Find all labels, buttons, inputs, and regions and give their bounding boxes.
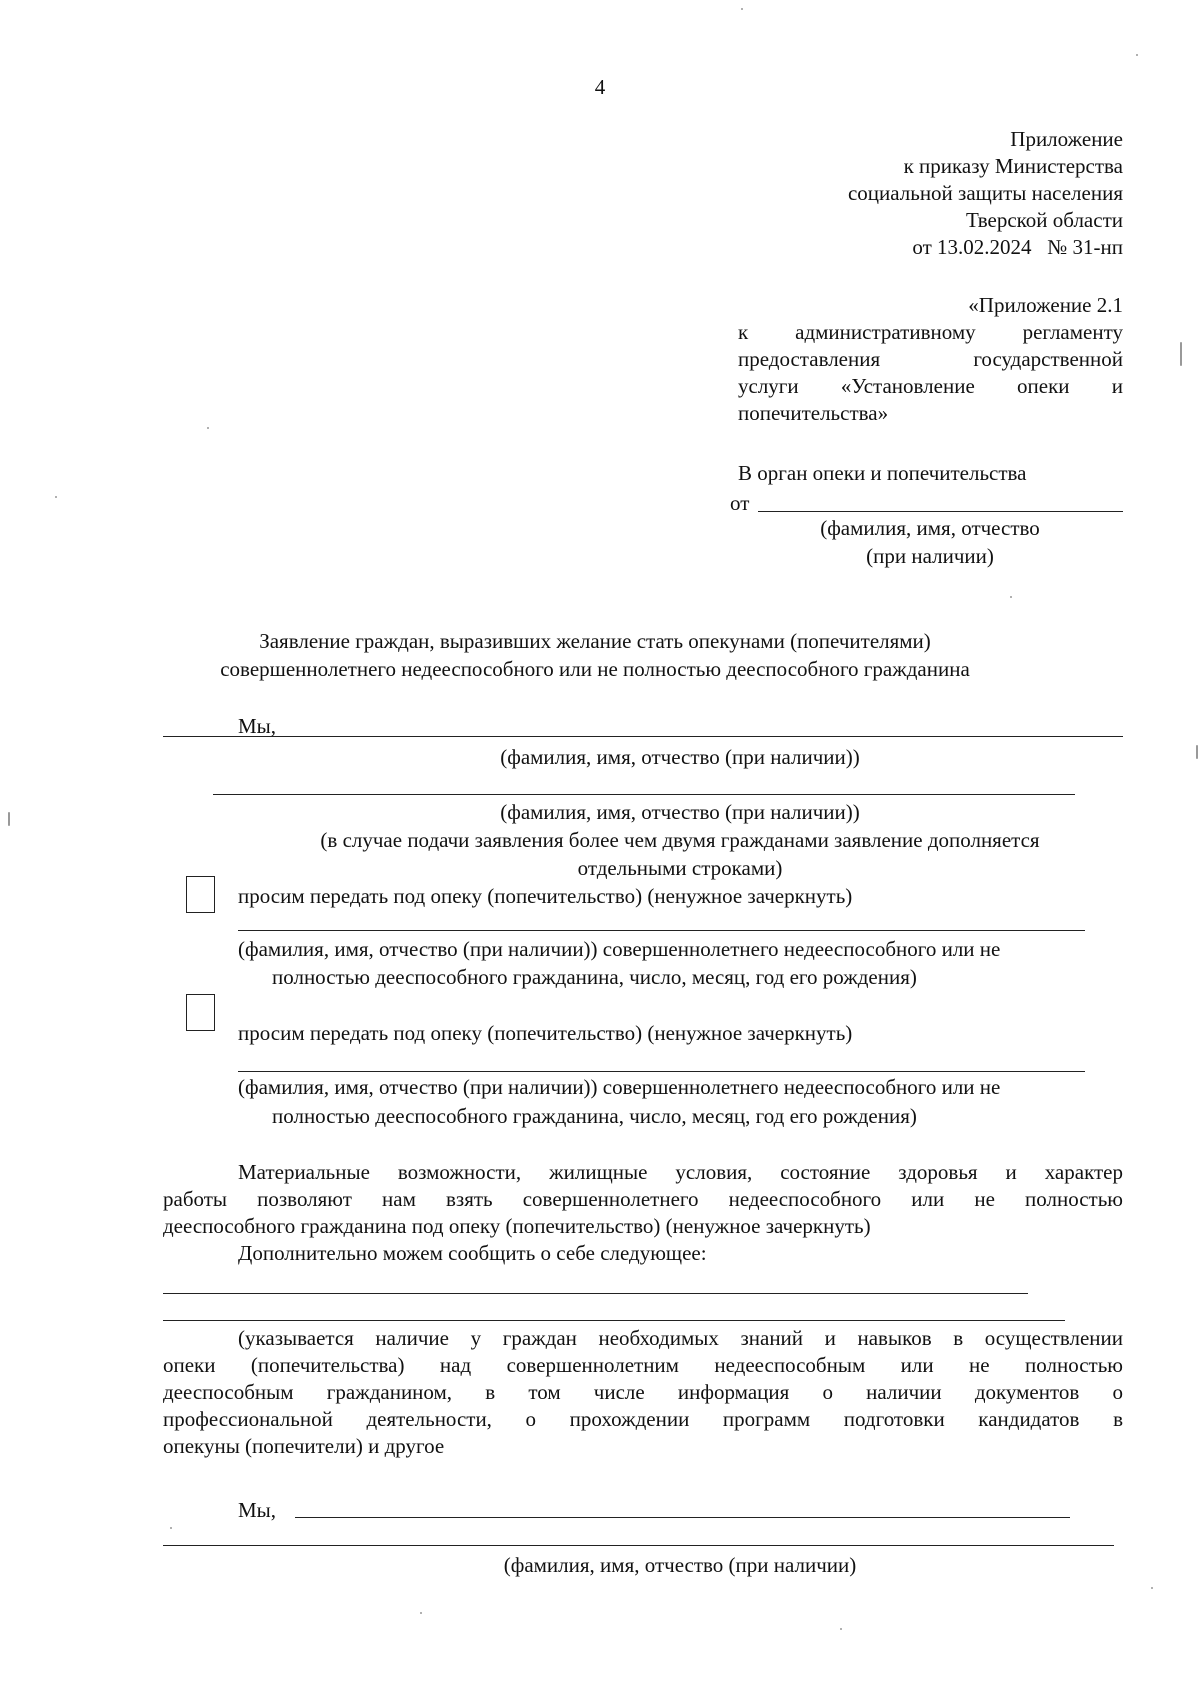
conditions-line: работы позволяют нам взять совершеннолетнего недееспособного или не полностью xyxy=(163,1187,1123,1211)
option2-ward-line[interactable] xyxy=(238,1071,1085,1072)
option2-hint: полностью дееспособного гражданина, число, месяц, год его рождения) xyxy=(272,1104,917,1128)
option1-ward-line[interactable] xyxy=(238,930,1085,931)
order-reference-line: Приложение xyxy=(1010,127,1123,151)
applicant-name-line[interactable] xyxy=(163,736,1123,737)
option1-checkbox[interactable] xyxy=(186,876,215,913)
option1-hint: (фамилия, имя, отчество (при наличии)) совершеннолетнего недееспособного или не xyxy=(238,937,1001,961)
scan-speck xyxy=(55,496,57,498)
scan-speck xyxy=(840,1628,842,1630)
conditions-line: дееспособного гражданина под опеку (попечительство) (ненужное зачеркнуть) xyxy=(163,1214,871,1238)
additional-info-line[interactable] xyxy=(163,1293,1028,1294)
appendix-reference xyxy=(738,292,1123,427)
page-number: 4 xyxy=(594,75,606,99)
info-hint-paragraph xyxy=(163,1325,1123,1460)
applicants-note: отдельными строками) xyxy=(577,856,783,880)
scan-speck xyxy=(170,1527,172,1529)
scan-speck xyxy=(420,1612,422,1614)
footer-applicant-line[interactable] xyxy=(295,1517,1070,1518)
order-reference xyxy=(700,126,1123,261)
option1-request: просим передать под опеку (попечительство) (ненужное зачеркнуть) xyxy=(238,884,853,908)
info-hint-line: опекуны (попечители) и другое xyxy=(163,1434,445,1458)
option1-hint: полностью дееспособного гражданина, число, месяц, год его рождения) xyxy=(272,965,917,989)
appendix-line: к административному регламенту xyxy=(738,320,1123,344)
applicants-note: (в случае подачи заявления более чем двумя гражданами заявление дополняется xyxy=(320,828,1040,852)
scan-speck xyxy=(8,812,10,826)
order-reference-line: Тверской области xyxy=(965,208,1123,232)
appendix-title: «Приложение 2.1 xyxy=(968,293,1123,317)
option2-request: просим передать под опеку (попечительство) (ненужное зачеркнуть) xyxy=(238,1021,853,1045)
footer-applicant-hint: (фамилия, имя, отчество (при наличии) xyxy=(503,1553,857,1577)
recipient-hint: (фамилия, имя, отчество xyxy=(820,516,1040,540)
conditions-paragraph xyxy=(163,1159,1123,1267)
recipient-to: В орган опеки и попечительства xyxy=(738,461,1027,485)
appendix-line: услуги «Установление опеки и xyxy=(738,374,1123,398)
applicant-name-line[interactable] xyxy=(213,794,1075,795)
info-hint-line: опеки (попечительства) над совершеннолетним недееспособным или не полностью xyxy=(163,1353,1123,1377)
scan-speck xyxy=(1151,1587,1153,1589)
info-hint-line: (указывается наличие у граждан необходимых знаний и навыков в осуществлении xyxy=(238,1326,1123,1350)
info-hint-line: профессиональной деятельности, о прохождении программ подготовки кандидатов в xyxy=(163,1407,1123,1431)
appendix-line: попечительства» xyxy=(738,401,889,425)
order-reference-line: социальной защиты населения xyxy=(847,181,1123,205)
footer-applicants-label: Мы, xyxy=(238,1498,277,1522)
option2-hint: (фамилия, имя, отчество (при наличии)) совершеннолетнего недееспособного или не xyxy=(238,1075,1001,1099)
scan-speck xyxy=(1136,54,1138,56)
scan-speck xyxy=(207,427,209,429)
info-hint-line: дееспособным гражданином, в том числе информация о наличии документов о xyxy=(163,1380,1123,1404)
footer-applicant-line[interactable] xyxy=(163,1545,1114,1546)
additional-info-line[interactable] xyxy=(163,1320,1065,1321)
recipient-hint: (при наличии) xyxy=(866,544,994,568)
recipient-from-label: от xyxy=(730,491,750,515)
scan-speck xyxy=(1180,342,1182,366)
scan-speck xyxy=(1010,596,1012,598)
document-title: Заявление граждан, выразивших желание стать опекунами (попечителями) xyxy=(259,629,931,653)
order-reference-line: к приказу Министерства xyxy=(903,154,1123,178)
order-reference-line: от 13.02.2024 № 31-нп xyxy=(912,235,1123,259)
conditions-line: Материальные возможности, жилищные условия, состояние здоровья и характер xyxy=(238,1160,1123,1184)
scan-speck xyxy=(741,8,743,10)
applicant-name-hint: (фамилия, имя, отчество (при наличии)) xyxy=(500,745,860,769)
applicants-label: Мы, xyxy=(238,714,277,738)
recipient-name-line[interactable] xyxy=(758,511,1123,512)
option2-checkbox[interactable] xyxy=(186,994,215,1031)
applicant-name-hint: (фамилия, имя, отчество (при наличии)) xyxy=(500,800,860,824)
appendix-line: предоставления государственной xyxy=(738,347,1123,371)
additional-info-label: Дополнительно можем сообщить о себе следующее: xyxy=(238,1241,707,1265)
document-title: совершеннолетнего недееспособного или не полностью дееспособного гражданина xyxy=(220,657,970,681)
scan-speck xyxy=(1196,745,1198,759)
